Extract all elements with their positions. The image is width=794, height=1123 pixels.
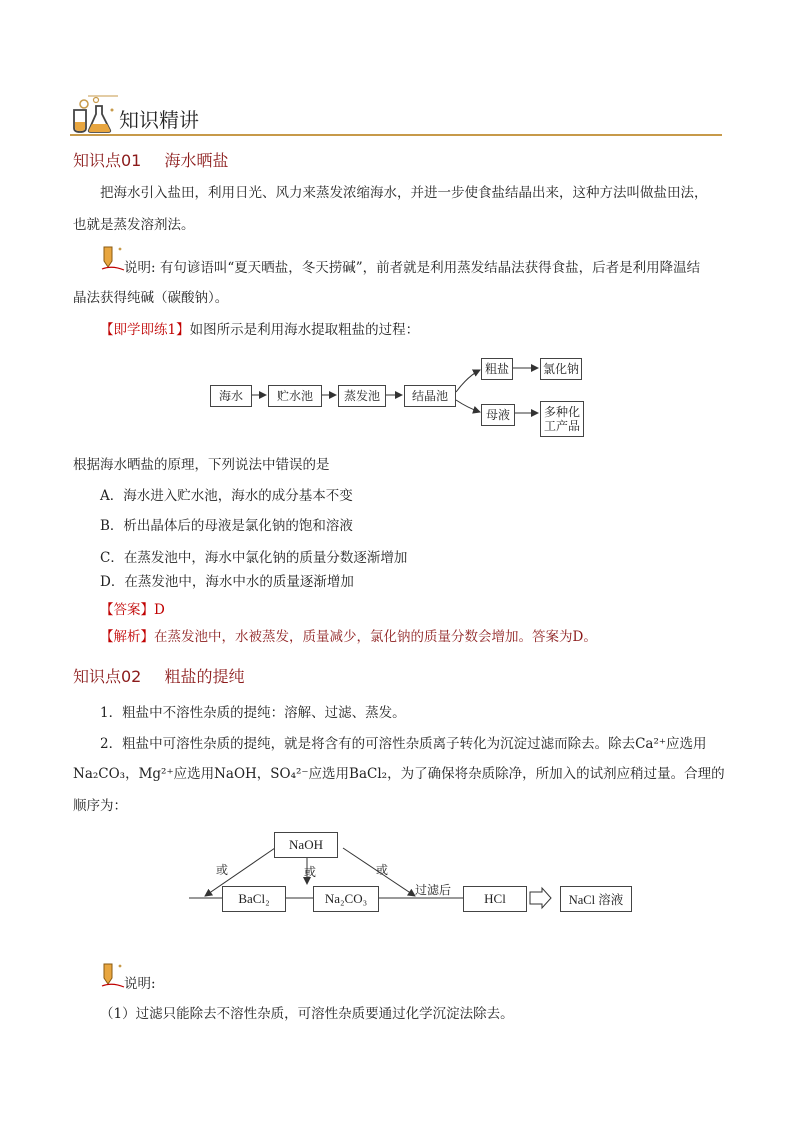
- flow-box-seawater: 海水: [210, 385, 252, 407]
- kp1-para-line1: 把海水引入盐田，利用日光、风力来蒸发浓缩海水，并进一步使食盐结晶出来，这种方法叫做盐田法，: [100, 185, 708, 201]
- kp2-title: 粗盐的提纯: [164, 667, 245, 686]
- kp1-note-line2: 晶法获得纯碱（碳酸钠）。: [73, 290, 229, 306]
- option-b: B．析出晶体后的母液是氯化钠的饱和溶液: [100, 518, 353, 534]
- pencil-icon: [100, 960, 126, 990]
- answer-value: D: [154, 602, 165, 618]
- practice-tag: 【即学即练1】: [100, 322, 190, 338]
- or-label-middle: 或: [304, 865, 317, 879]
- flow-box-products: [540, 401, 584, 437]
- kp1-title: 海水晒盐: [164, 151, 229, 170]
- kp1-para-line2: 也就是蒸发溶剂法。: [73, 217, 195, 233]
- reagent-hcl: HCl: [463, 886, 527, 912]
- flow-box-mother-liquor: 母液: [481, 404, 515, 426]
- analysis-tag: 【解析】: [100, 629, 154, 645]
- kp1-number: 知识点01: [73, 151, 142, 170]
- kp1-heading: [73, 148, 228, 171]
- header-rule: [70, 134, 722, 136]
- product-nacl-solution: NaCl 溶液: [560, 886, 632, 912]
- kp2-item2-line2: Na₂CO₃，Mg²⁺应选用NaOH，SO₄²⁻应选用BaCl₂，为了确保将杂质除净，所加入的试剂应稍过量。合理的: [73, 766, 725, 782]
- reagent-na2co3: Na₂CO₃: [313, 886, 379, 912]
- option-c: C．在蒸发池中，海水中氯化钠的质量分数逐渐增加: [100, 550, 408, 566]
- answer-tag: 【答案】: [100, 602, 154, 618]
- kp2-note-item1: （1）过滤只能除去不溶性杂质，可溶性杂质要通过化学沉淀法除去。: [100, 1006, 514, 1022]
- kp2-item2-line3: 顺序为：: [73, 798, 127, 814]
- or-label-right: 或: [376, 863, 389, 877]
- option-d: D．在蒸发池中，海水中水的质量逐渐增加: [100, 574, 354, 590]
- pencil-icon: [100, 243, 126, 273]
- reagent-naoh: NaOH: [274, 832, 338, 858]
- kp1-practice: [100, 320, 419, 340]
- analysis-line: [100, 627, 597, 647]
- kp1-question: 根据海水晒盐的原理，下列说法中错误的是: [73, 457, 330, 473]
- or-label-left: 或: [216, 863, 229, 877]
- reagent-bacl2: BaCl₂: [222, 886, 286, 912]
- practice-text: 如图所示是利用海水提取粗盐的过程：: [189, 322, 420, 338]
- analysis-text: 在蒸发池中，水被蒸发，质量减少，氯化钠的质量分数会增加。答案为D。: [154, 629, 597, 645]
- after-filter-label: 过滤后: [415, 883, 452, 897]
- answer-line: [100, 600, 165, 620]
- section-title: 知识精讲: [119, 108, 199, 132]
- flow-box-storage: 贮水池: [268, 385, 322, 407]
- flow-box-crystal: 结晶池: [404, 385, 456, 407]
- products-line1: 多种化: [543, 405, 580, 419]
- kp1-note-line1: 说明: 有句谚语叫“夏天晒盐，冬天捞碱”，前者就是利用蒸发结晶法获得食盐，后者是利用降温结: [124, 260, 701, 276]
- kp2-item2-line1: 2．粗盐中可溶性杂质的提纯，就是将含有的可溶性杂质离子转化为沉淀过滤而除去。除去Ca²⁺应选用: [100, 736, 707, 752]
- kp2-heading: [73, 664, 244, 687]
- kp2-item1: 1．粗盐中不溶性杂质的提纯：溶解、过滤、蒸发。: [100, 705, 406, 721]
- kp2-note: 说明:: [124, 976, 156, 992]
- flow-box-evaporation: 蒸发池: [338, 385, 386, 407]
- products-line2: 工产品: [543, 419, 580, 433]
- option-a: A．海水进入贮水池，海水的成分基本不变: [100, 488, 353, 504]
- kp2-number: 知识点02: [73, 667, 142, 686]
- flow-box-crude-salt: 粗盐: [481, 358, 513, 380]
- flow-box-nacl: 氯化钠: [540, 358, 582, 380]
